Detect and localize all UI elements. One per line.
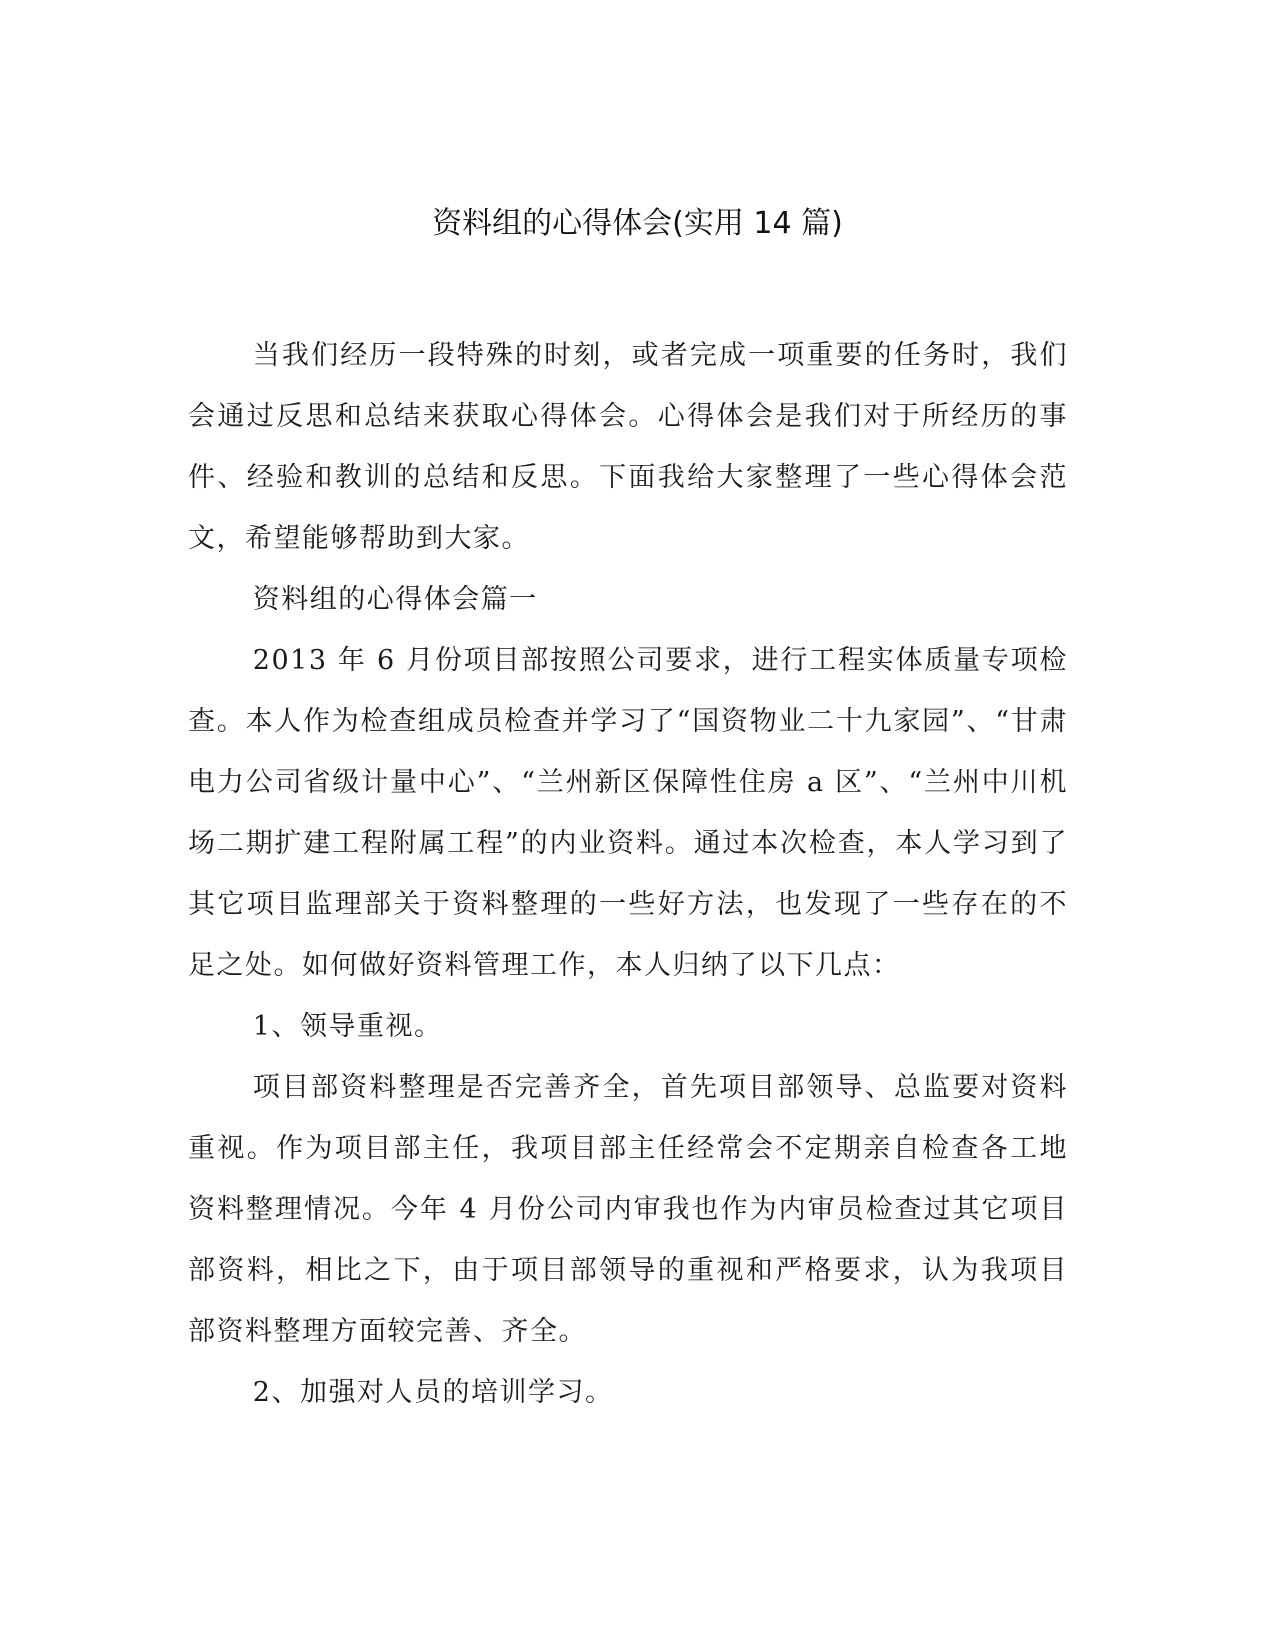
- body-paragraph: 2013 年 6 月份项目部按照公司要求，进行工程实体质量专项检查。本人作为检查组成员检查并学习了“国资物业二十九家园”、“甘肃电力公司省级计量中心”、“兰州新区保障性住房 a 区”、“兰州中川机场二期扩建工程附属工程”的内业资料。通过本次检查，本人学习到了其它项目监理部关于资料整理的一些好方法，也发现了一些存在的不足之处。如何做好资料管理工作，本人归纳了以下几点：: [188, 645, 1068, 981]
- list-heading-1: 1、领导重视。: [252, 1011, 443, 1042]
- section-heading: 资料组的心得体会篇一: [252, 584, 538, 615]
- document-body: [188, 325, 1068, 1423]
- list-heading-2: 2、加强对人员的培训学习。: [252, 1377, 614, 1408]
- body-paragraph: 项目部资料整理是否完善齐全，首先项目部领导、总监要对资料重视。作为项目部主任，我项目部主任经常会不定期亲自检查各工地资料整理情况。今年 4 月份公司内审我也作为内审员检查过其它项目部资料，相比之下，由于项目部领导的重视和严格要求，认为我项目部资料整理方面较完善、齐全。: [188, 1072, 1068, 1347]
- intro-paragraph: 当我们经历一段特殊的时刻，或者完成一项重要的任务时，我们会通过反思和总结来获取心得体会。心得体会是我们对于所经历的事件、经验和教训的总结和反思。下面我给大家整理了一些心得体会范文，希望能够帮助到大家。: [188, 340, 1068, 554]
- document-title: 资料组的心得体会(实用 14 篇): [432, 206, 843, 241]
